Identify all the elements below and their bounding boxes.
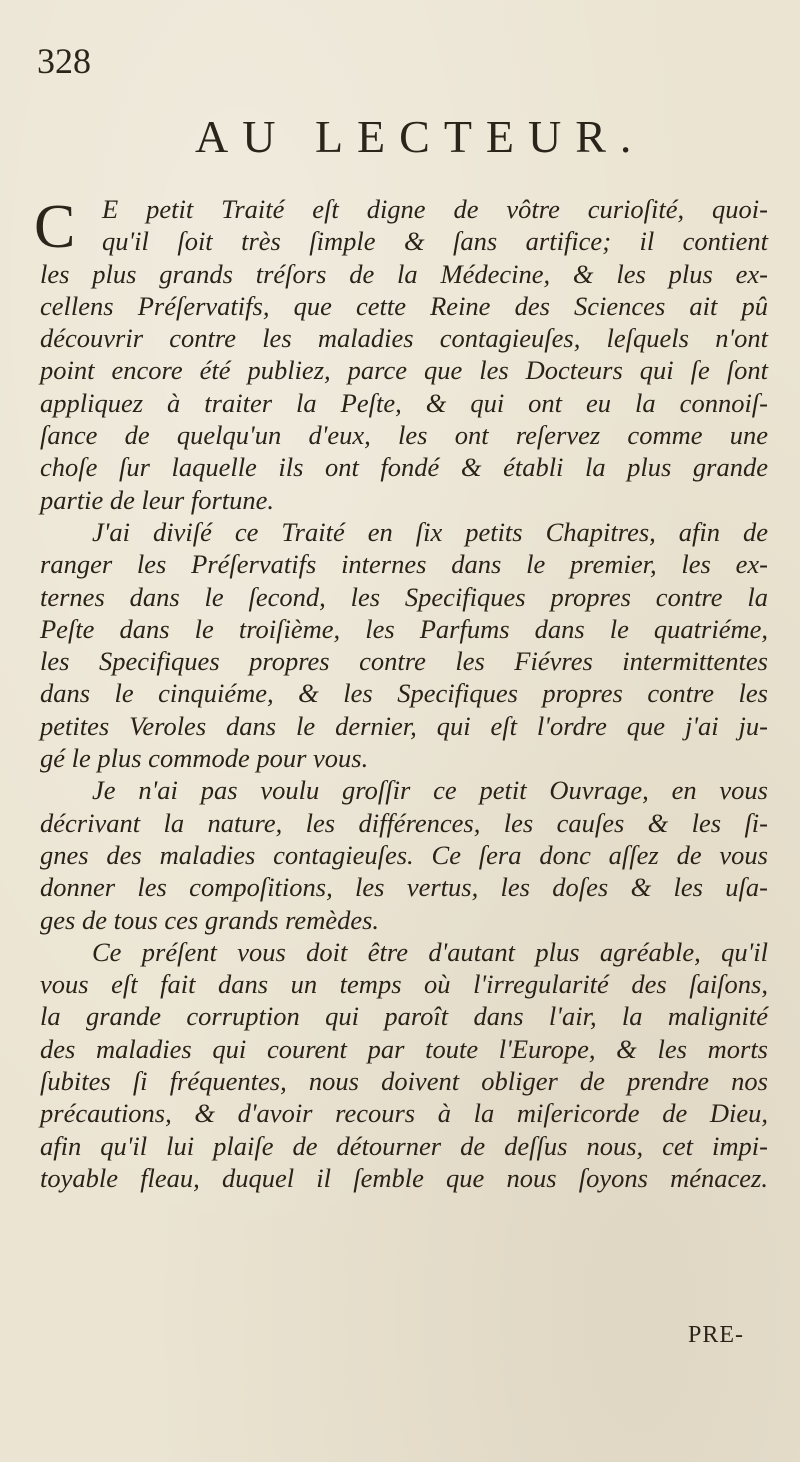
text-line: qu'il ſoit très ſimple & ſans artifice; il contient [102, 226, 768, 257]
text-line: vous eſt fait dans un temps où l'irregularité des ſaiſons, [40, 969, 768, 1000]
text-line: point encore été publiez, parce que les Docteurs qui ſe ſont [40, 355, 768, 386]
text-line: donner les compoſitions, les vertus, les doſes & les uſa- [40, 872, 768, 903]
text-line: appliquez à traiter la Peſte, & qui ont eu la connoiſ- [40, 387, 768, 418]
page-heading: AU LECTEUR. [195, 111, 646, 162]
text-line: ſubites ſi fréquentes, nous doivent obliger de prendre nos [40, 1066, 768, 1097]
text-line: découvrir contre les maladies contagieuſes, leſquels n'ont [40, 323, 768, 354]
body-text [40, 193, 768, 1194]
text-line: la grande corruption qui paroît dans l'air, la malignité [40, 1001, 768, 1032]
text-line: décrivant la nature, les différences, les cauſes & les ſi- [40, 807, 768, 838]
text-line: précautions, & d'avoir recours à la miſericorde de Dieu, [40, 1098, 768, 1129]
text-line: les Specifiques propres contre les Fiévres intermittentes [40, 646, 768, 677]
page-number: 328 [37, 41, 91, 81]
text-line: partie de leur fortune. [40, 484, 275, 515]
text-line: ranger les Préſervatifs internes dans le premier, les ex- [40, 549, 768, 580]
text-line: Ce préſent vous doit être d'autant plus agréable, qu'il [92, 936, 768, 967]
catchword: PRE- [688, 1322, 745, 1348]
text-line: choſe ſur laquelle ils ont fondé & établi la plus grande [40, 452, 768, 483]
drop-cap-letter: C [34, 193, 76, 261]
text-line: les plus grands tréſors de la Médecine, & les plus ex- [40, 258, 768, 289]
text-line: toyable fleau, duquel il ſemble que nous ſoyons ménacez. [40, 1162, 768, 1193]
text-line: petites Veroles dans le dernier, qui eſt l'ordre que j'ai ju- [40, 710, 768, 741]
text-line: dans le cinquiéme, & les Specifiques propres contre les [40, 678, 768, 709]
text-line: J'ai diviſé ce Traité en ſix petits Chapitres, afin de [92, 516, 768, 547]
text-line: cellens Préſervatifs, que cette Reine des Sciences ait pû [40, 290, 768, 321]
text-line: ternes dans le ſecond, les Specifiques propres contre la [40, 581, 768, 612]
text-line: Peſte dans le troiſième, les Parfums dans le quatriéme, [40, 613, 768, 644]
text-line: gnes des maladies contagieuſes. Ce ſera donc aſſez de vous [40, 839, 768, 870]
text-line: E petit Traité eſt digne de vôtre curioſité, quoi- [102, 194, 768, 224]
text-line: gé le plus commode pour vous. [40, 743, 369, 774]
text-line: des maladies qui courent par toute l'Europe, & les morts [40, 1033, 768, 1064]
text-line: afin qu'il lui plaiſe de détourner de deſſus nous, cet impi- [40, 1130, 768, 1161]
text-line: ges de tous ces grands remèdes. [40, 904, 380, 935]
text-line: ſance de quelqu'un d'eux, les ont reſervez comme une [40, 420, 768, 451]
text-line: Je n'ai pas voulu groſſir ce petit Ouvrage, en vous [92, 775, 768, 806]
